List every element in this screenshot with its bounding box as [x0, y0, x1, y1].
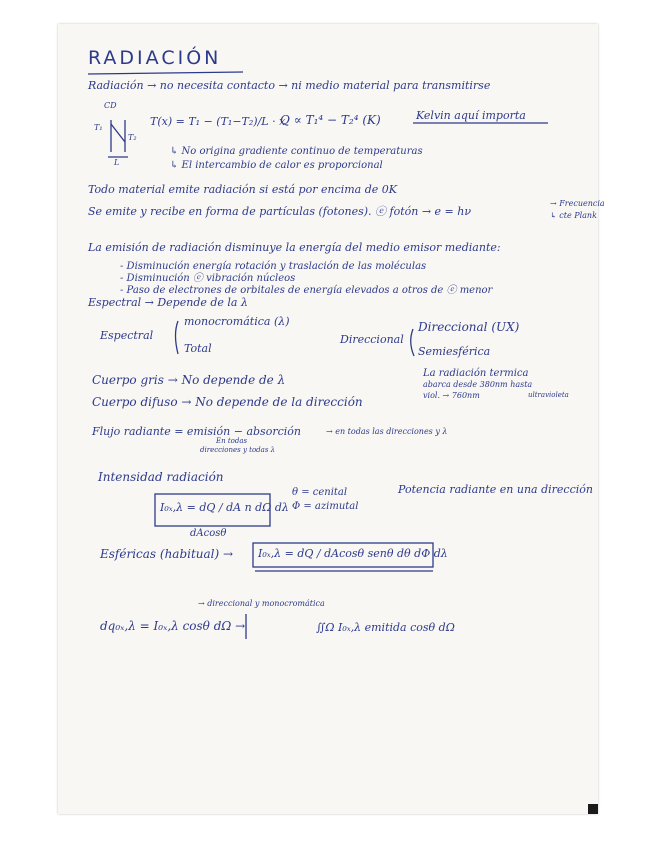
label-l: L [114, 158, 120, 167]
thermal-note-3: viol. → 760nm [423, 391, 480, 400]
freq-note: → Frecuencia [550, 199, 605, 208]
bullet-vibration: - Disminución ⓔ vibración núcleos [120, 273, 296, 284]
line-radiation-intro: Radiación → no necesita contacto → ni medio material para transmitirse [88, 79, 491, 92]
formula-integral: ∬Ω I₀ₓ,λ emitida cosθ dΩ [316, 621, 455, 634]
label-azimuth: Φ = azimutal [292, 501, 359, 512]
formula-q: Q ∝ T₁⁴ − T₂⁴ (K) [280, 113, 381, 127]
label-cd: CD [104, 101, 117, 110]
line-gray-body: Cuerpo gris → No depende de λ [92, 373, 286, 387]
thermal-note-4: ultravioleta [528, 391, 569, 399]
line-spectral: Espectral → Depende de la λ [88, 296, 248, 309]
note-gradient: ↳ No origina gradiente continuo de temperaturas [170, 146, 423, 157]
page-title: RADIACIÓN [88, 47, 222, 69]
directional-brace [411, 329, 414, 356]
spectral-brace [176, 321, 179, 354]
label-total: Total [184, 342, 212, 355]
temp-profile [111, 124, 125, 142]
plank-note: ↳ cte Plank [550, 211, 597, 220]
label-zenith: θ = cenital [292, 487, 348, 498]
sketch-lines [58, 24, 598, 814]
line-intensity: Intensidad radiación [98, 470, 224, 484]
bullet-rotation: - Disminución energía rotación y traslación de las moléculas [120, 261, 427, 272]
line-all-material: Todo material emite radiación si está por encima de 0K [88, 183, 397, 196]
line-flux: Flujo radiante = emisión − absorción [92, 425, 301, 438]
thermal-note-2: abarca desde 380nm hasta [423, 380, 533, 389]
label-spectral: Espectral [100, 329, 154, 342]
page-corner-mark [588, 804, 598, 814]
label-t1: T₁ [94, 123, 103, 132]
flux-note-below-2: direcciones y todas λ [200, 446, 276, 454]
formula-intensity: I₀ₓ,λ = dQ / dA n dΩ dλ [160, 501, 289, 514]
kelvin-note: Kelvin aquí importa [416, 109, 526, 122]
formula-spherical: I₀ₓ,λ = dQ / dAcosθ senθ dθ dΦ dλ [258, 547, 448, 560]
line-emission: La emisión de radiación disminuye la energía del medio emisor mediante: [88, 241, 501, 254]
formula-tx: T(x) = T₁ − (T₁−T₂)/L · x [150, 115, 286, 128]
note-dir-mono: → direccional y monocromática [198, 599, 325, 608]
line-diffuse-body: Cuerpo difuso → No depende de la dirección [92, 395, 363, 409]
thermal-note-1: La radiación termica [423, 368, 529, 379]
line-photons: Se emite y recibe en forma de partículas (fotones). ⓔ fotón → e = hν [88, 205, 472, 218]
flux-note-below-1: En todas [216, 437, 248, 445]
line-radiant-power: Potencia radiante en una dirección [398, 483, 593, 496]
title-underline [88, 72, 243, 74]
formula-dq: dq₀ₓ,λ = I₀ₓ,λ cosθ dΩ → [100, 619, 246, 633]
label-mono: monocromática (λ) [184, 315, 290, 328]
label-t2: T₂ [128, 133, 137, 142]
line-spherical: Esféricas (habitual) → [100, 547, 234, 561]
notebook-page [58, 24, 605, 814]
label-directional-ux: Direccional (UX) [418, 320, 520, 334]
bullet-electrons: - Paso de electrones de orbitales de energía elevados a otros de ⓔ menor [120, 285, 493, 296]
label-directional: Direccional [340, 333, 404, 346]
label-hemispherical: Semiesférica [418, 345, 491, 358]
flux-note-right: → en todas las direcciones y λ [326, 427, 448, 436]
label-dacos: dAcosθ [190, 528, 227, 539]
note-proportional: ↳ El intercambio de calor es proporcional [170, 160, 383, 171]
